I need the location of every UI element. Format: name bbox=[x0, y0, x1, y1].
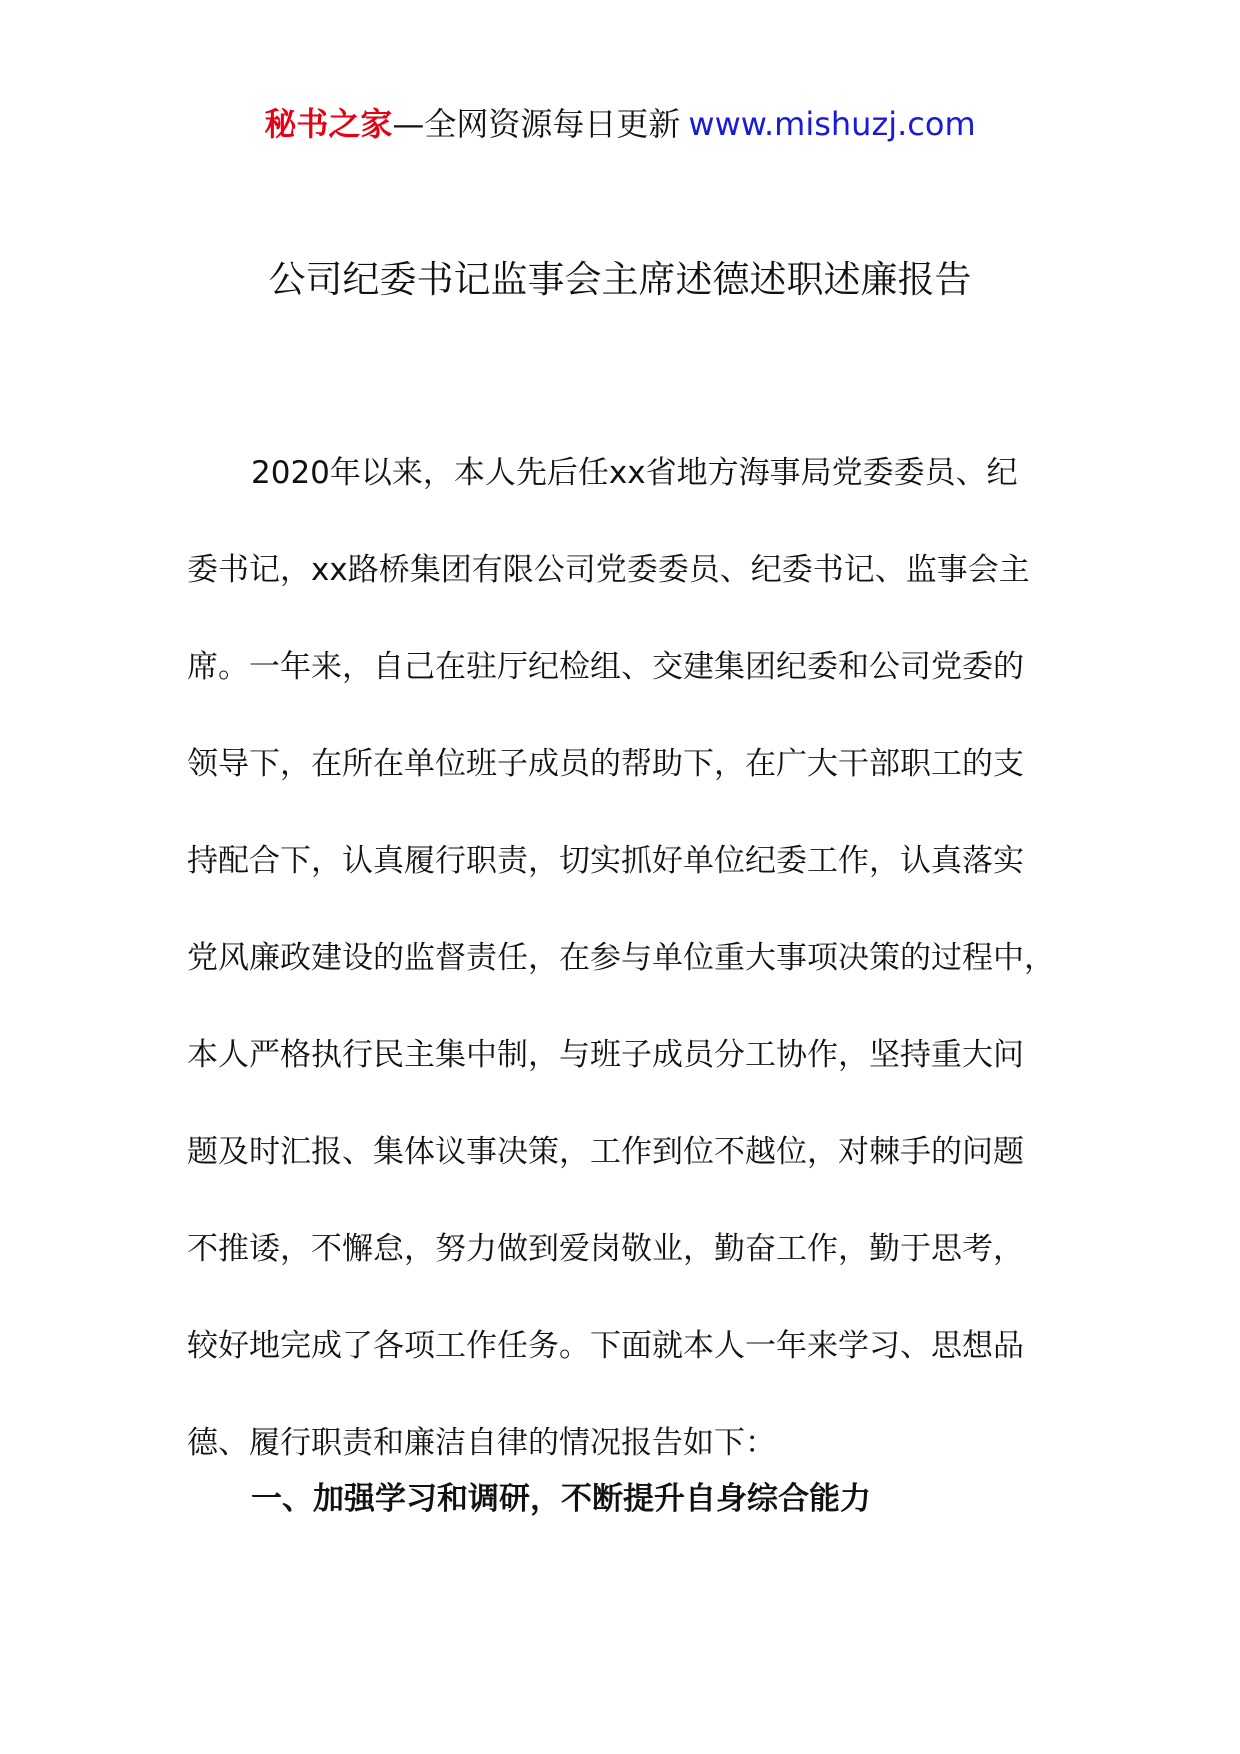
header-slogan: —全网资源每日更新 bbox=[392, 105, 681, 143]
brand-name: 秘书之家 bbox=[264, 105, 393, 143]
section-heading-1: 一、加强学习和调研，不断提升自身综合能力 bbox=[251, 1481, 871, 1517]
site-url-link[interactable]: www.mishuzj.com bbox=[688, 105, 976, 143]
paragraph-line-8: 题及时汇报、集体议事决策，工作到位不越位，对棘手的问题 bbox=[187, 1134, 1024, 1170]
paragraph-line-11: 德、履行职责和廉洁自律的情况报告如下： bbox=[187, 1425, 776, 1461]
site-header bbox=[0, 100, 1240, 148]
document-title: 公司纪委书记监事会主席述德述职述廉报告 bbox=[268, 258, 972, 301]
paragraph-line-9: 不推诿，不懈怠，努力做到爱岗敬业，勤奋工作，勤于思考， bbox=[187, 1231, 1024, 1267]
paragraph-line-10: 较好地完成了各项工作任务。下面就本人一年来学习、思想品 bbox=[187, 1328, 1024, 1364]
paragraph-line-6: 党风廉政建设的监督责任，在参与单位重大事项决策的过程中， bbox=[187, 940, 1055, 976]
intro-paragraph bbox=[187, 425, 1067, 1492]
paragraph-line-7: 本人严格执行民主集中制，与班子成员分工协作，坚持重大问 bbox=[187, 1037, 1024, 1073]
paragraph-line-3: 席。一年来，自己在驻厅纪检组、交建集团纪委和公司党委的 bbox=[187, 649, 1024, 685]
paragraph-line-4: 领导下，在所在单位班子成员的帮助下，在广大干部职工的支 bbox=[187, 746, 1024, 782]
paragraph-line-2: 委书记，xx路桥集团有限公司党委委员、纪委书记、监事会主 bbox=[187, 552, 1030, 588]
paragraph-line-5: 持配合下，认真履行职责，切实抓好单位纪委工作，认真落实 bbox=[187, 843, 1024, 879]
paragraph-line-1: 2020年以来，本人先后任xx省地方海事局党委委员、纪 bbox=[251, 455, 1018, 491]
